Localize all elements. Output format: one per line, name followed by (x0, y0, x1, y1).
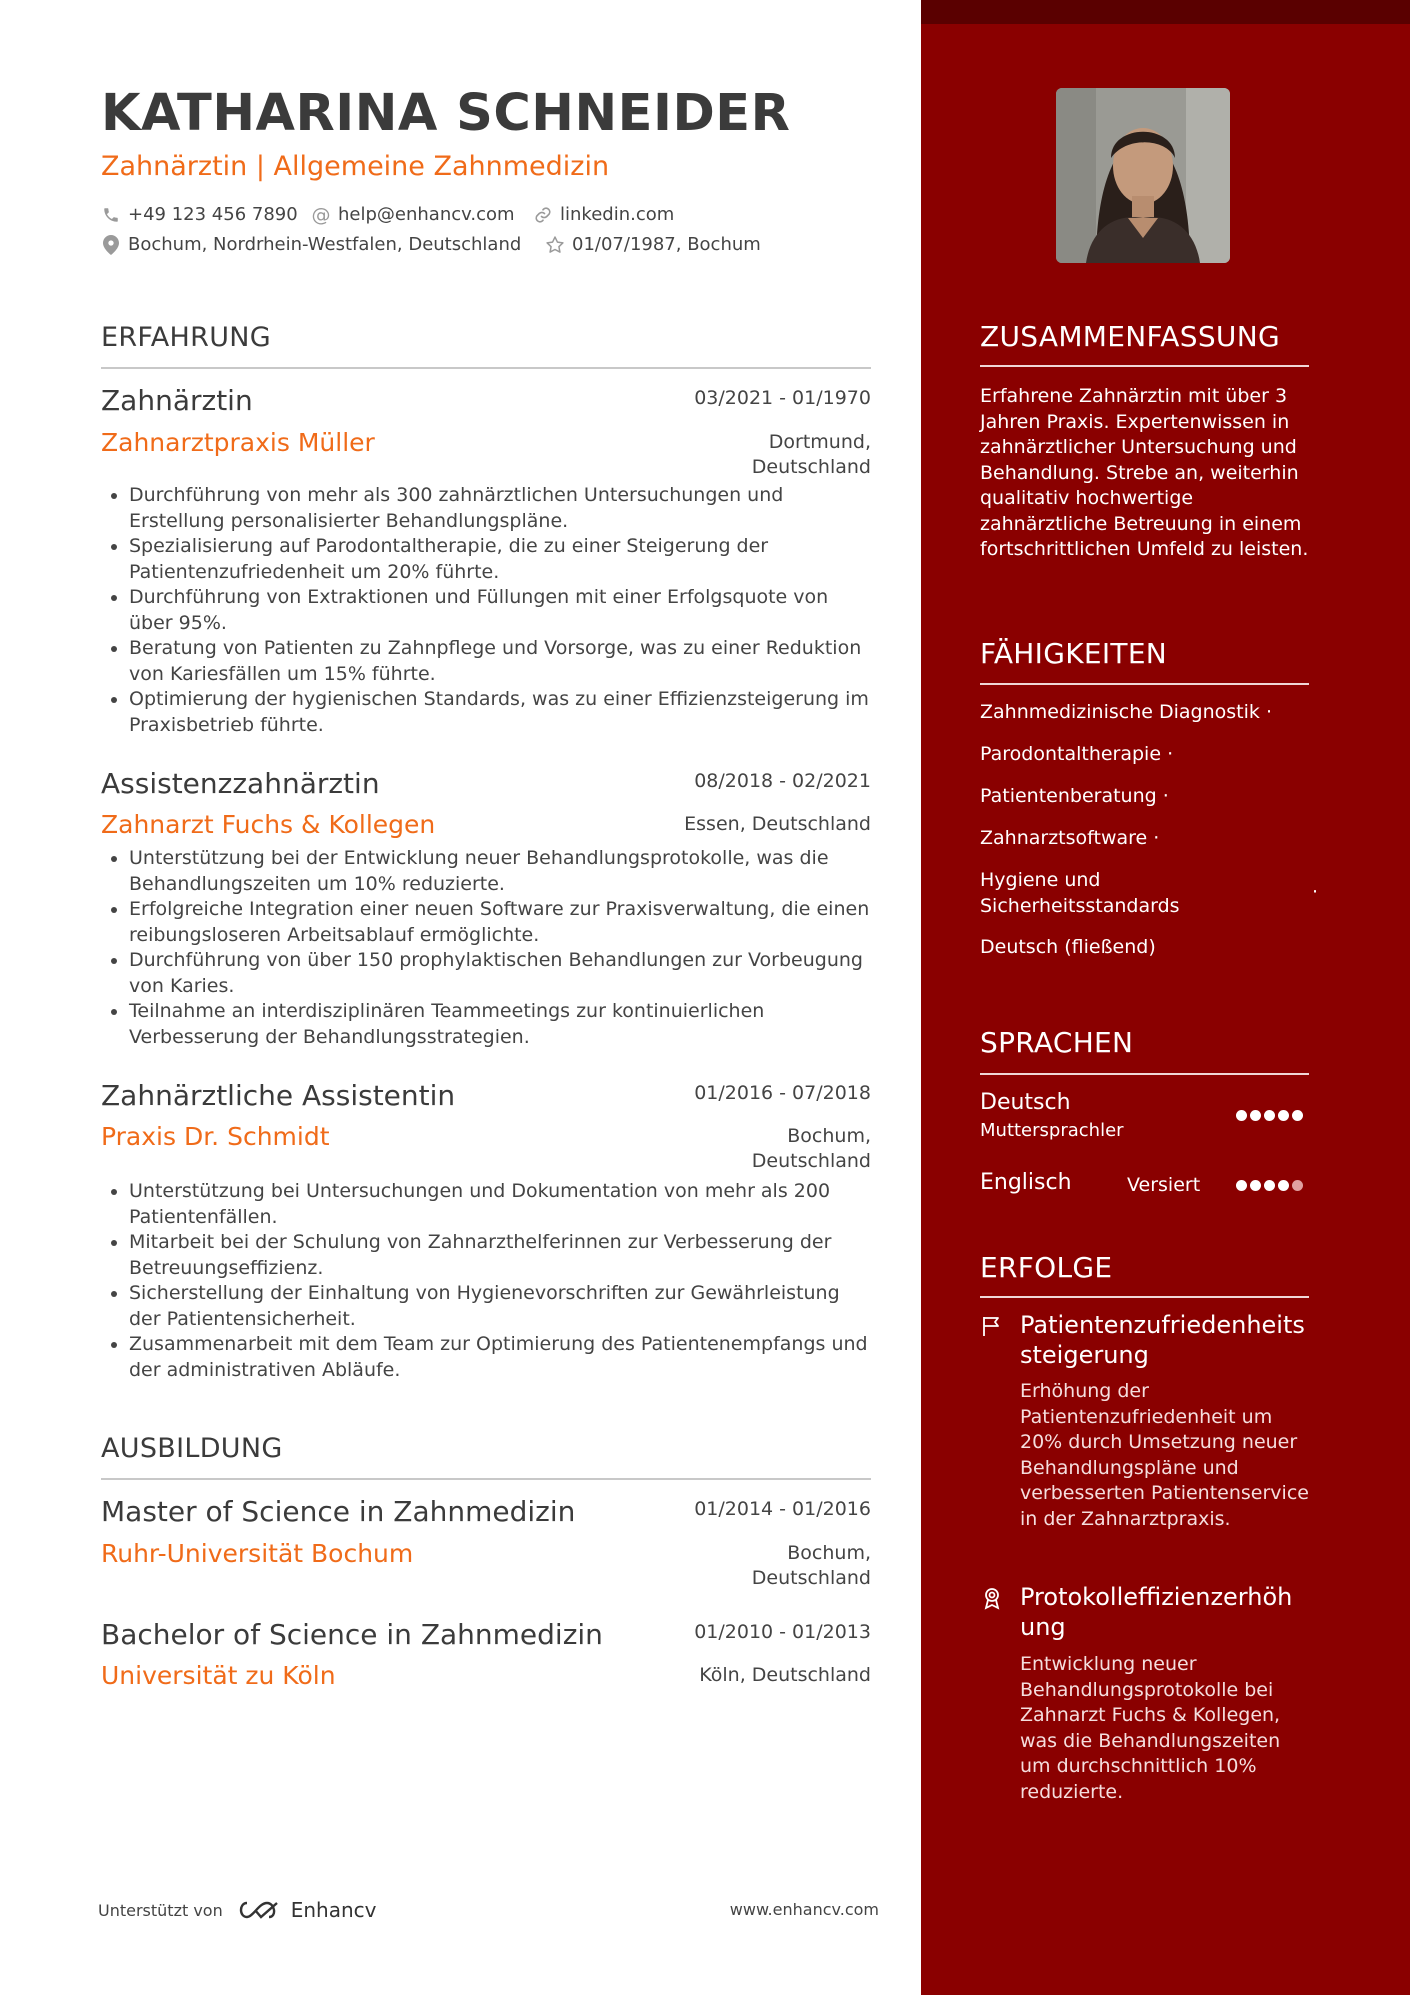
summary-divider (980, 365, 1309, 367)
dot-separator-icon: · (1162, 785, 1169, 807)
job-dates: 08/2018 - 02/2021 (694, 770, 871, 792)
skill-label: Parodontaltherapie (980, 743, 1162, 765)
summary-text: Erfahrene Zahnärztin mit über 3 Jahren Praxis. Expertenwissen in zahnärztlicher Untersuchung und Behandlung. Strebe an, weiterhin qualitativ hochwertige zahnärztliche Betreuung in einem fortschrittlichen Umfeld zu leisten. (980, 385, 1309, 560)
edu-location (699, 1663, 871, 1688)
achievement-title: Protokolleffizienzerhöh ung (1020, 1583, 1293, 1641)
job-role: Zahnärztliche Assistentin (101, 1079, 456, 1112)
list-item: • Sicherstellung der Einhaltung von Hygienevorschriften zur Gewährleistung der Patientensicherheit. (129, 1281, 871, 1332)
job-location (684, 812, 871, 837)
skills-title: FÄHIGKEITEN (980, 637, 1168, 670)
list-item: • Durchführung von mehr als 300 zahnärztlichen Untersuchungen und Erstellung personalisierter Behandlungspläne. (129, 483, 871, 534)
language-level: Versiert (1127, 1174, 1201, 1196)
rating-dot (1236, 1110, 1247, 1121)
list-item: • Mitarbeit bei der Schulung von Zahnarzthelferinnen zur Verbesserung der Betreuungseffizienz. (129, 1230, 871, 1281)
dot-separator-icon: · (1312, 881, 1319, 903)
edu-location (752, 1541, 871, 1591)
skill-item (980, 868, 1230, 919)
job-location-line: Essen, Deutschland (684, 813, 871, 835)
location-pin-icon (101, 235, 121, 255)
contact-email[interactable] (311, 204, 515, 225)
phone-text: +49 123 456 7890 (128, 204, 298, 225)
job-location-line: Deutschland (751, 456, 871, 478)
achievements-divider (980, 1296, 1309, 1298)
edu-dates: 01/2014 - 01/2016 (694, 1498, 871, 1520)
achievement-text: Entwicklung neuer Behandlungsprotokolle bei Zahnarzt Fuchs & Kollegen, was die Behandlungszeiten um durchschnittlich 10% reduzierte. (1020, 1653, 1281, 1803)
edu-location-line: Deutschland (751, 1567, 871, 1589)
job-company: Zahnarztpraxis Müller (101, 428, 375, 457)
candidate-title: Zahnärztin | Allgemeine Zahnmedizin (101, 151, 610, 182)
rating-dot (1264, 1110, 1275, 1121)
job-role: Assistenzzahnärztin (101, 767, 380, 800)
star-icon (545, 235, 565, 255)
email-text: help@enhancv.com (338, 204, 515, 225)
language-name: Englisch (980, 1170, 1072, 1195)
edu-dates: 01/2010 - 01/2013 (694, 1621, 871, 1643)
experience-title: ERFAHRUNG (101, 322, 271, 353)
skill-label: Deutsch (fließend) (980, 936, 1156, 958)
edu-degree: Master of Science in Zahnmedizin (101, 1495, 576, 1528)
dot-separator-icon: · (1153, 827, 1160, 849)
location-text: Bochum, Nordrhein-Westfalen, Deutschland (128, 234, 522, 255)
job-location (752, 1124, 871, 1174)
contact-birth (545, 234, 761, 255)
rating-dot (1278, 1110, 1289, 1121)
candidate-name: KATHARINA SCHNEIDER (101, 84, 791, 143)
award-icon (980, 1586, 1004, 1610)
avatar (1056, 88, 1230, 263)
job-role: Zahnärztin (101, 384, 253, 417)
skill-label: Patientenberatung (980, 785, 1157, 807)
skill-label: Zahnarztsoftware (980, 827, 1148, 849)
skill-item (980, 700, 1272, 726)
powered-by-text: Unterstützt von (98, 1900, 223, 1920)
job-location (752, 430, 871, 480)
list-item: • Teilnahme an interdisziplinären Teammeetings zur kontinuierlichen Verbesserung der Behandlungsstrategien. (129, 999, 871, 1050)
contact-phone[interactable] (101, 204, 298, 225)
job-dates: 03/2021 - 01/1970 (694, 387, 871, 409)
list-item: • Durchführung von über 150 prophylaktischen Behandlungen zur Vorbeugung von Karies. (129, 948, 871, 999)
portrait-photo (1056, 88, 1230, 263)
job-company: Zahnarzt Fuchs & Kollegen (101, 810, 436, 839)
list-item: • Erfolgreiche Integration einer neuen Software zur Praxisverwaltung, die einen reibungsloseren Arbeitsablauf ermöglichte. (129, 897, 871, 948)
language-rating (1236, 1110, 1303, 1121)
rating-dot (1250, 1180, 1261, 1191)
rating-dot (1292, 1180, 1303, 1191)
skills-divider (980, 683, 1309, 685)
education-divider (101, 1478, 871, 1480)
flag-icon (980, 1314, 1004, 1338)
languages-title: SPRACHEN (980, 1026, 1134, 1059)
rating-dot (1278, 1180, 1289, 1191)
skill-item (980, 742, 1173, 768)
brand-name: Enhancv (290, 1898, 377, 1922)
rating-dot (1250, 1110, 1261, 1121)
languages-divider (980, 1073, 1309, 1075)
job-company: Praxis Dr. Schmidt (101, 1122, 330, 1151)
language-name: Deutsch (980, 1090, 1071, 1115)
link-icon (533, 205, 553, 225)
footer-powered-by[interactable] (98, 1898, 377, 1922)
list-item: • Beratung von Patienten zu Zahnpflege und Vorsorge, was zu einer Reduktion von Kariesfällen um 15% führte. (129, 636, 871, 687)
education-title: AUSBILDUNG (101, 1433, 283, 1464)
job-bullets (101, 1179, 871, 1383)
job-bullets (101, 846, 871, 1050)
at-icon: @ (311, 203, 331, 226)
edu-degree: Bachelor of Science in Zahnmedizin (101, 1618, 603, 1651)
achievement-title: Patientenzufriedenheits steigerung (1020, 1311, 1305, 1369)
achievement-text: Erhöhung der Patientenzufriedenheit um 20% durch Umsetzung neuer Behandlungspläne und verbesserten Patientenservice in der Zahnarztpraxis. (1020, 1380, 1309, 1530)
birth-text: 01/07/1987, Bochum (572, 234, 761, 255)
contact-linkedin[interactable] (533, 204, 674, 225)
sidebar-top-band (921, 0, 1410, 24)
list-item: • Spezialisierung auf Parodontaltherapie, die zu einer Steigerung der Patientenzufriedenheit um 20% führte. (129, 534, 871, 585)
footer-website[interactable]: www.enhancv.com (729, 1900, 879, 1919)
edu-location-line: Köln, Deutschland (699, 1664, 871, 1686)
edu-school: Ruhr-Universität Bochum (101, 1539, 414, 1568)
linkedin-text: linkedin.com (560, 204, 675, 225)
skill-item (980, 826, 1159, 852)
edu-location-line: Bochum, (787, 1542, 871, 1564)
skill-item (980, 784, 1169, 810)
skill-label: Hygiene und Sicherheitsstandards (980, 869, 1180, 917)
edu-school: Universität zu Köln (101, 1661, 336, 1690)
summary-title: ZUSAMMENFASSUNG (980, 320, 1280, 353)
achievements-title: ERFOLGE (980, 1251, 1113, 1284)
list-item: • Zusammenarbeit mit dem Team zur Optimierung des Patientenempfangs und der administrativen Abläufe. (129, 1332, 871, 1383)
language-rating (1236, 1180, 1303, 1191)
list-item: • Unterstützung bei der Entwicklung neuer Behandlungsprotokolle, was die Behandlungszeiten um 10% reduzierte. (129, 846, 871, 897)
job-location-line: Deutschland (751, 1150, 871, 1172)
dot-separator-icon: · (1265, 701, 1272, 723)
list-item: • Unterstützung bei Untersuchungen und Dokumentation von mehr als 200 Patientenfällen. (129, 1179, 871, 1230)
phone-icon (101, 205, 121, 225)
job-bullets (101, 483, 871, 738)
rating-dot (1264, 1180, 1275, 1191)
language-level: Muttersprachler (980, 1120, 1124, 1141)
experience-divider (101, 367, 871, 369)
enhancv-logo-icon (235, 1899, 281, 1921)
job-location-line: Bochum, (787, 1125, 871, 1147)
contact-location (101, 234, 521, 255)
job-location-line: Dortmund, (768, 431, 871, 453)
rating-dot (1292, 1110, 1303, 1121)
list-item: • Optimierung der hygienischen Standards, was zu einer Effizienzsteigerung im Praxisbetrieb führte. (129, 687, 871, 738)
skill-item (980, 935, 1156, 961)
skill-label: Zahnmedizinische Diagnostik (980, 701, 1260, 723)
list-item: • Durchführung von Extraktionen und Füllungen mit einer Erfolgsquote von über 95%. (129, 585, 871, 636)
dot-separator-icon: · (1167, 743, 1174, 765)
job-dates: 01/2016 - 07/2018 (694, 1082, 871, 1104)
rating-dot (1236, 1180, 1247, 1191)
